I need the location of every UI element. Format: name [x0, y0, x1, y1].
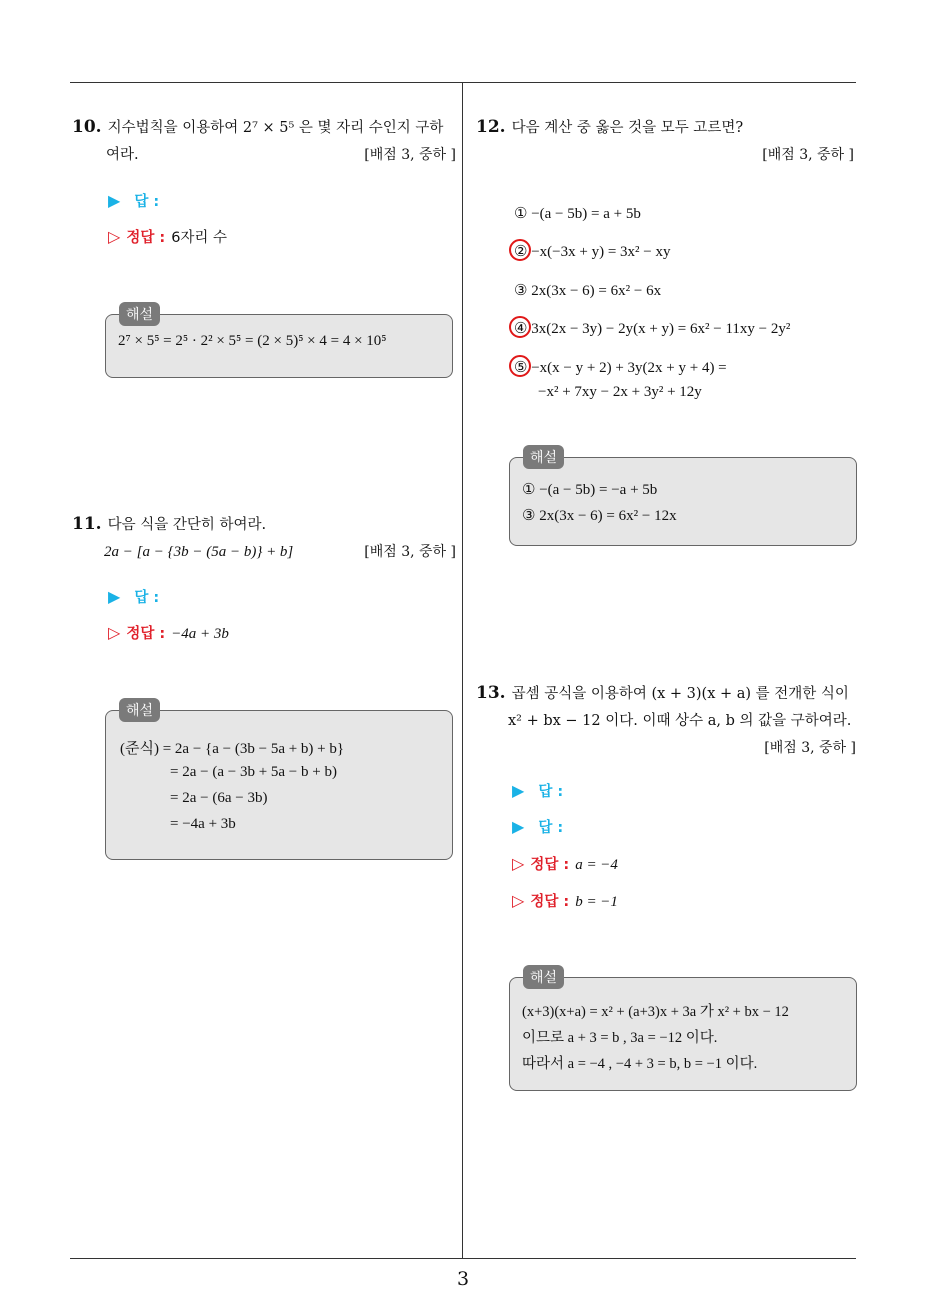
option-5: ⑤ −x(x − y + 2) + 3y(2x + y + 4) = — [514, 360, 727, 376]
blue-triangle-icon: ▶ — [108, 587, 121, 606]
option-5-continued: −x² + 7xy − 2x + 3y² + 12y — [538, 384, 702, 400]
score-label: [배점 3, 중하 ] — [364, 147, 456, 163]
question-number: 10. — [72, 117, 102, 137]
question-10 — [72, 114, 456, 169]
question-12 — [476, 114, 854, 169]
correct-label: 정답 : — [126, 626, 166, 642]
question-number: 12. — [476, 117, 506, 137]
correct-answer-line — [108, 226, 227, 247]
answer-line — [108, 190, 159, 211]
explanation-tag: 해설 — [119, 302, 160, 326]
score-label: [배점 3, 중하 ] — [764, 740, 856, 756]
answer-label: 답 : — [538, 784, 564, 800]
red-circle-mark-4 — [509, 316, 531, 338]
page-number: 3 — [456, 1268, 470, 1290]
score-label: [배점 3, 중하 ] — [762, 147, 854, 163]
answer-label: 답 : — [134, 590, 160, 606]
correct-answer-line — [512, 890, 618, 911]
question-expression: 2a − [a − {3b − (5a − b)} + b] — [104, 544, 294, 560]
question-text-line1: 지수법칙을 이용하여 2⁷ × 5⁵ 은 몇 자리 수인지 구하 — [107, 120, 444, 136]
explanation-line: = 2a − (6a − 3b) — [170, 790, 268, 806]
option-1: ① −(a − 5b) = a + 5b — [514, 206, 641, 222]
answer-label: 답 : — [134, 194, 160, 210]
explanation-box — [509, 977, 857, 1091]
explanation-line: (준식) = 2a − {a − (3b − 5a + b) + b} — [120, 741, 345, 757]
question-text-line2: 여라. — [106, 147, 139, 163]
red-triangle-icon: ▷ — [512, 854, 525, 873]
top-rule — [70, 82, 856, 83]
question-text-line1: 다음 계산 중 옳은 것을 모두 고르면? — [511, 120, 744, 136]
option-3: ③ 2x(3x − 6) = 6x² − 6x — [514, 283, 662, 299]
question-11 — [72, 511, 456, 566]
option-4: ④ 3x(2x − 3y) − 2y(x + y) = 6x² − 11xy − 2y² — [514, 321, 791, 337]
answer-line — [512, 816, 563, 837]
column-divider — [462, 82, 463, 1258]
explanation-line: = −4a + 3b — [170, 816, 236, 832]
red-triangle-icon: ▷ — [108, 227, 121, 246]
explanation-line: = 2a − (a − 3b + 5a − b + b) — [170, 764, 337, 780]
explanation-line: ① −(a − 5b) = −a + 5b — [522, 482, 658, 498]
question-text-line2: x² + bx − 12 이다. 이때 상수 a, b 의 값을 구하여라. — [508, 713, 852, 729]
question-number: 11. — [72, 514, 102, 534]
explanation-line: (x+3)(x+a) = x² + (a+3)x + 3a 가 x² + bx − 12 — [522, 1004, 789, 1020]
explanation-box — [509, 457, 857, 546]
red-circle-mark-2 — [509, 239, 531, 261]
blue-triangle-icon: ▶ — [512, 817, 525, 836]
correct-answer-value: b = −1 — [575, 894, 618, 910]
red-triangle-icon: ▷ — [512, 891, 525, 910]
answer-line — [512, 780, 563, 801]
correct-answer-value: a = −4 — [575, 857, 618, 873]
question-number: 13. — [476, 683, 506, 703]
correct-label: 정답 : — [530, 894, 570, 910]
correct-answer-value: 6자리 수 — [171, 230, 228, 246]
explanation-line: 따라서 a = −4 , −4 + 3 = b, b = −1 이다. — [522, 1056, 758, 1072]
red-circle-mark-5 — [509, 355, 531, 377]
correct-answer-line — [108, 622, 229, 643]
option-2: ② −x(−3x + y) = 3x² − xy — [514, 244, 671, 260]
correct-label: 정답 : — [126, 230, 166, 246]
red-triangle-icon: ▷ — [108, 623, 121, 642]
explanation-line: ③ 2x(3x − 6) = 6x² − 12x — [522, 508, 677, 524]
correct-answer-line — [512, 853, 618, 874]
question-13 — [476, 680, 856, 762]
explanation-box — [105, 710, 453, 860]
question-text-line1: 곱셈 공식을 이용하여 (x + 3)(x + a) 를 전개한 식이 — [511, 686, 849, 702]
correct-answer-value: −4a + 3b — [171, 626, 229, 642]
correct-label: 정답 : — [530, 857, 570, 873]
answer-line — [108, 586, 159, 607]
score-label: [배점 3, 중하 ] — [364, 544, 456, 560]
explanation-text: 2⁷ × 5⁵ = 2⁵ · 2² × 5⁵ = (2 × 5)⁵ × 4 = 4 × 10⁵ — [118, 333, 387, 349]
blue-triangle-icon: ▶ — [108, 191, 121, 210]
explanation-tag: 해설 — [523, 445, 564, 469]
question-text-line1: 다음 식을 간단히 하여라. — [107, 517, 267, 533]
explanation-line: 이므로 a + 3 = b , 3a = −12 이다. — [522, 1030, 718, 1046]
explanation-tag: 해설 — [119, 698, 160, 722]
bottom-rule — [70, 1258, 856, 1259]
answer-label: 답 : — [538, 820, 564, 836]
explanation-tag: 해설 — [523, 965, 564, 989]
blue-triangle-icon: ▶ — [512, 781, 525, 800]
